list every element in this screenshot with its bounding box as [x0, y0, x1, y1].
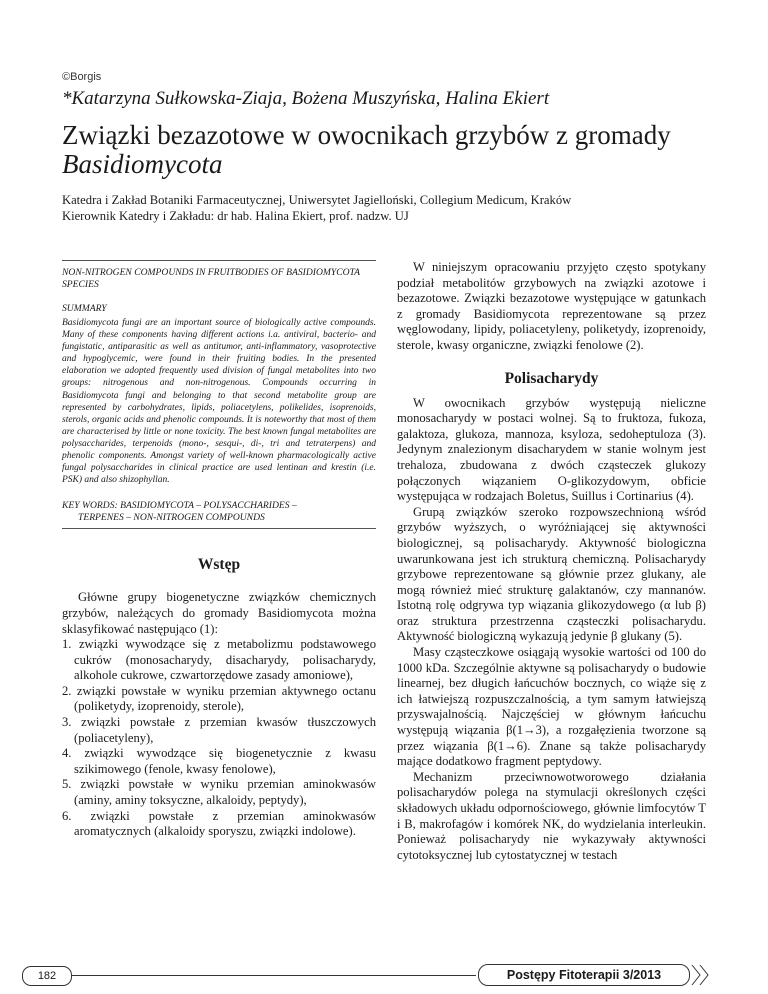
biogenetic-groups-list — [62, 637, 376, 840]
copyright-notice: ©Borgis — [62, 71, 102, 83]
keywords-line-2: TERPENES – NON-NITROGEN COMPOUNDS — [78, 512, 265, 524]
abstract-top-rule — [62, 260, 376, 261]
section-heading-intro: Wstęp — [197, 556, 241, 574]
list-item: 6. związki powstałe z przemian aminokwasów aromatycznych (alkaloidy sporyszu, związki indolowe). — [62, 808, 376, 839]
right-column — [397, 260, 706, 863]
intro-lead: Główne grupy biogenetyczne związków chemicznych grzybów, należących do gromady Basidiomycota można sklasyfikować następująco (1): — [62, 590, 376, 636]
left-column — [62, 260, 376, 840]
list-item: 5. związki powstałe w wyniku przemian aminokwasów (aminy, aminy toksyczne, alkaloidy, peptydy), — [62, 777, 376, 808]
keywords — [62, 500, 376, 529]
paragraph: W owocnikach grzybów występują nieliczne monosacharydy w postaci wolnej. Są to fruktoza, fukoza, galaktoza, glukoza, mannoza, ksyloza, sedoheptuloza (3). Jedynym znalezionym disacharydem w stanie wolnym jest trehaloza, zbudowana z dwóch cząsteczek glukozy połączonych wiązaniem O-glikozydowym, obficie występująca w rodzajach Boletus, Suillus i Cortinarius (4). — [397, 395, 706, 504]
paragraph: W niniejszym opracowaniu przyjęto często spotykany podział metabolitów grzybowych na związki azotowe i bezazotowe. Związki bezazotowe występujące w gatunkach z gromady Basidiomycota reprezentowane są przez węglowodany, lipidy, poliacetyleny, poliketydy, izoprenoidy, sterole, kwasy organiczne, związki fenolowe (2). — [397, 260, 706, 352]
journal-name: Postępy Fitoterapii 3/2013 — [478, 964, 690, 986]
list-item: 4. związki wywodzące się biogenetycznie z kwasu szikimowego (fenole, kwasy fenolowe), — [62, 746, 376, 776]
list-item: 1. związki wywodzące się z metabolizmu podstawowego cukrów (monosacharydy, disacharydy, polisacharydy, alkohole cukrowe, czwartorzędowe zasady amoniowe), — [62, 637, 376, 683]
paragraph: Mechanizm przeciwnowotworowego działania polisacharydów polega na stymulacji określonych części składowych układu odpornościowego, głównie limfocytów T i B, makrofagów i komórek NK, do wydzielania interleukin. Ponieważ polisacharydy nie wykazywały aktywności cytotoksycznej lub cytostatycznej w testach — [397, 769, 706, 862]
section-heading-polysaccharides: Polisacharydy — [504, 369, 599, 387]
keywords-line-1: KEY WORDS: BASIDIOMYCOTA – POLYSACCHARIDES – — [62, 500, 297, 512]
summary-heading: SUMMARY — [62, 303, 107, 314]
affiliation-institution: Katedra i Zakład Botaniki Farmaceutycznej, Uniwersytet Jagielloński, Collegium Medicum, Kraków — [62, 193, 572, 207]
title-main: Związki bezazotowe w owocnikach grzybów z gromady — [62, 120, 671, 150]
english-title: NON-NITROGEN COMPOUNDS IN FRUITBODIES OF BASIDIOMYCOTA SPECIES — [62, 267, 360, 290]
list-item: 3. związki powstałe z przemian kwasów tłuszczowych (poliacetyleny), — [62, 715, 376, 745]
paragraph: Masy cząsteczkowe osiągają wysokie wartości od 100 do 1000 kDa. Szczególnie aktywne są polisacharydy o budowie linearnej, bez długich łańcuchów bocznych, co wiąże się z ich łatwiejszą rozpuszczalnością, a tym samym łatwiejszą przyswajalnością. Najczęściej w głównym łańcuchu występują wiązania β(1→3), a rozgałęzienia tworzone są przez wiązania β(1→6). Znane są także polisacharydy mające dodatkowo fragment peptydowy. — [397, 645, 706, 769]
affiliation — [62, 192, 722, 224]
author-list: *Katarzyna Sułkowska-Ziaja, Bożena Muszyńska, Halina Ekiert — [62, 88, 550, 109]
article-title — [62, 121, 722, 179]
affiliation-head: Kierownik Katedry i Zakładu: dr hab. Halina Ekiert, prof. nadzw. UJ — [62, 209, 409, 223]
footer-rule — [72, 975, 476, 976]
list-item: 2. związki powstałe w wyniku przemian aktywnego octanu (poliketydy, izoprenoidy, sterole), — [62, 683, 376, 714]
paragraph: Grupą związków szeroko rozpowszechnioną wśród grzybów wyższych, o wyróżniającej się aktywności biologicznej, są polisacharydy. Aktywność biologiczna uwarunkowana jest ich strukturą chemiczną. Polisacharydy grzybowe reprezentowane są głównie przez glukany, ale mogą również mieć strukturę galaktanów, czy mannanów. Istotną rolę odgrywa typ wiązania glikozydowego (α lub β) oraz struktura przestrzenna cząsteczki polisacharydu. Aktywność biologiczną wykazują jedynie β glukany (5). — [397, 504, 706, 644]
summary-text: Basidiomycota fungi are an important source of biologically active compounds. Many of these components having different actions i.a. antiviral, bacterio- and fungistatic, antiparasitic as well as antitumor, anti-inflammatory, vasoprotective and hypoglycemic, were found in their fruiting bodies. In the presented elaboration we adopted frequently used division of fungal metabolites into two groups: nitrogenous and non-nitrogenous. Compounds occurring in Basidiomycota fungi and belonging to that second metabolite group are represented by carbohydrates, lipids, poliacetylens, polikelides, isoprenoids, sterols, organic acids and phenolic compounds. It is noteworthy that most of them are characterised by little or none toxicity. The best known fungal metabolites are polysaccharides, terpenoids (mono-, sesqui-, di-, tri and tetraterpens) and phenolic components. Amongst variety of well-known pharmacologically active fungal polysaccharides in clinical practice are used lentinan and krestin (i.e. PSK) and also shizophyllan. — [62, 318, 376, 486]
title-italic-taxon: Basidiomycota — [62, 149, 223, 179]
page-number: 182 — [22, 966, 72, 986]
chevron-right-icon — [690, 964, 730, 986]
